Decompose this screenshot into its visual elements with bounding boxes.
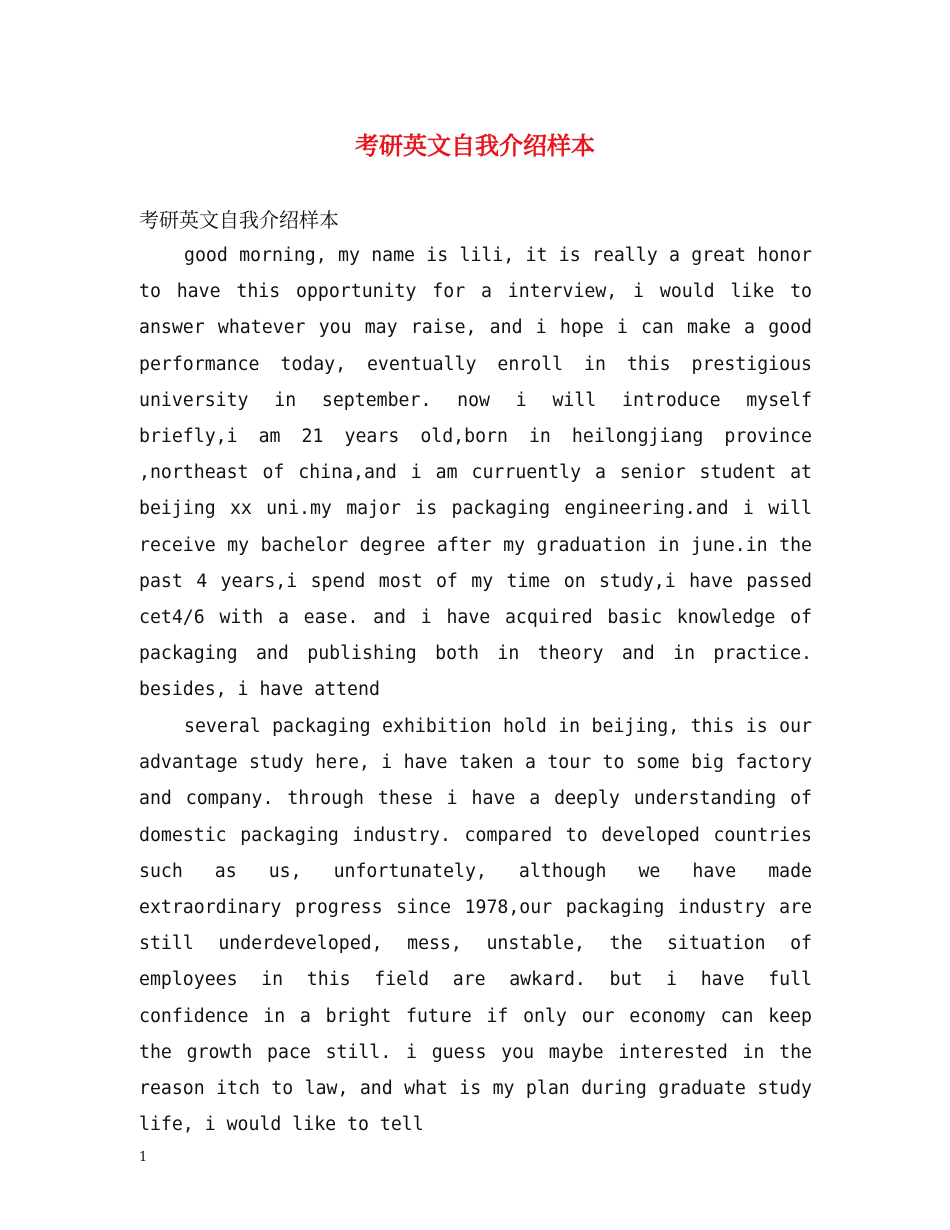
paragraph-2: several packaging exhibition hold in beijing, this is our advantage study here, i have taken a tour to some big factory and company. through these i have a deeply understanding of domestic packaging industry. compared to developed countries such as us, unfortunately, although we have made extraordinary progress since 1978,our packaging industry are still underdeveloped, mess, unstable, the situation of employees in this field are awkard. but i have full confidence in a bright future if only our economy can keep the growth pace still. i guess you maybe interested in the reason itch to law, and what is my plan during graduate study life, i would like to tell — [139, 716, 812, 1136]
document-title: 考研英文自我介绍样本 — [355, 131, 595, 160]
paragraph-1: good morning, my name is lili, it is really a great honor to have this opportunity for a interview, i would like to answer whatever you may raise, and i hope i can make a good performance today, eventually enroll in this prestigious university in september. now i will introduce myself briefly,i am 21 years old,born in heilongjiang province ,northeast of china,and i am curruently a senior student at beijing xx uni.my major is packaging engineering.and i will receive my bachelor degree after my graduation in june.in the past 4 years,i spend most of my time on study,i have passed cet4/6 with a ease. and i have acquired basic knowledge of packaging and publishing both in theory and in practice. besides, i have attend — [139, 245, 812, 701]
document-subtitle: 考研英文自我介绍样本 — [139, 208, 339, 232]
page-number: 1 — [139, 1150, 148, 1165]
